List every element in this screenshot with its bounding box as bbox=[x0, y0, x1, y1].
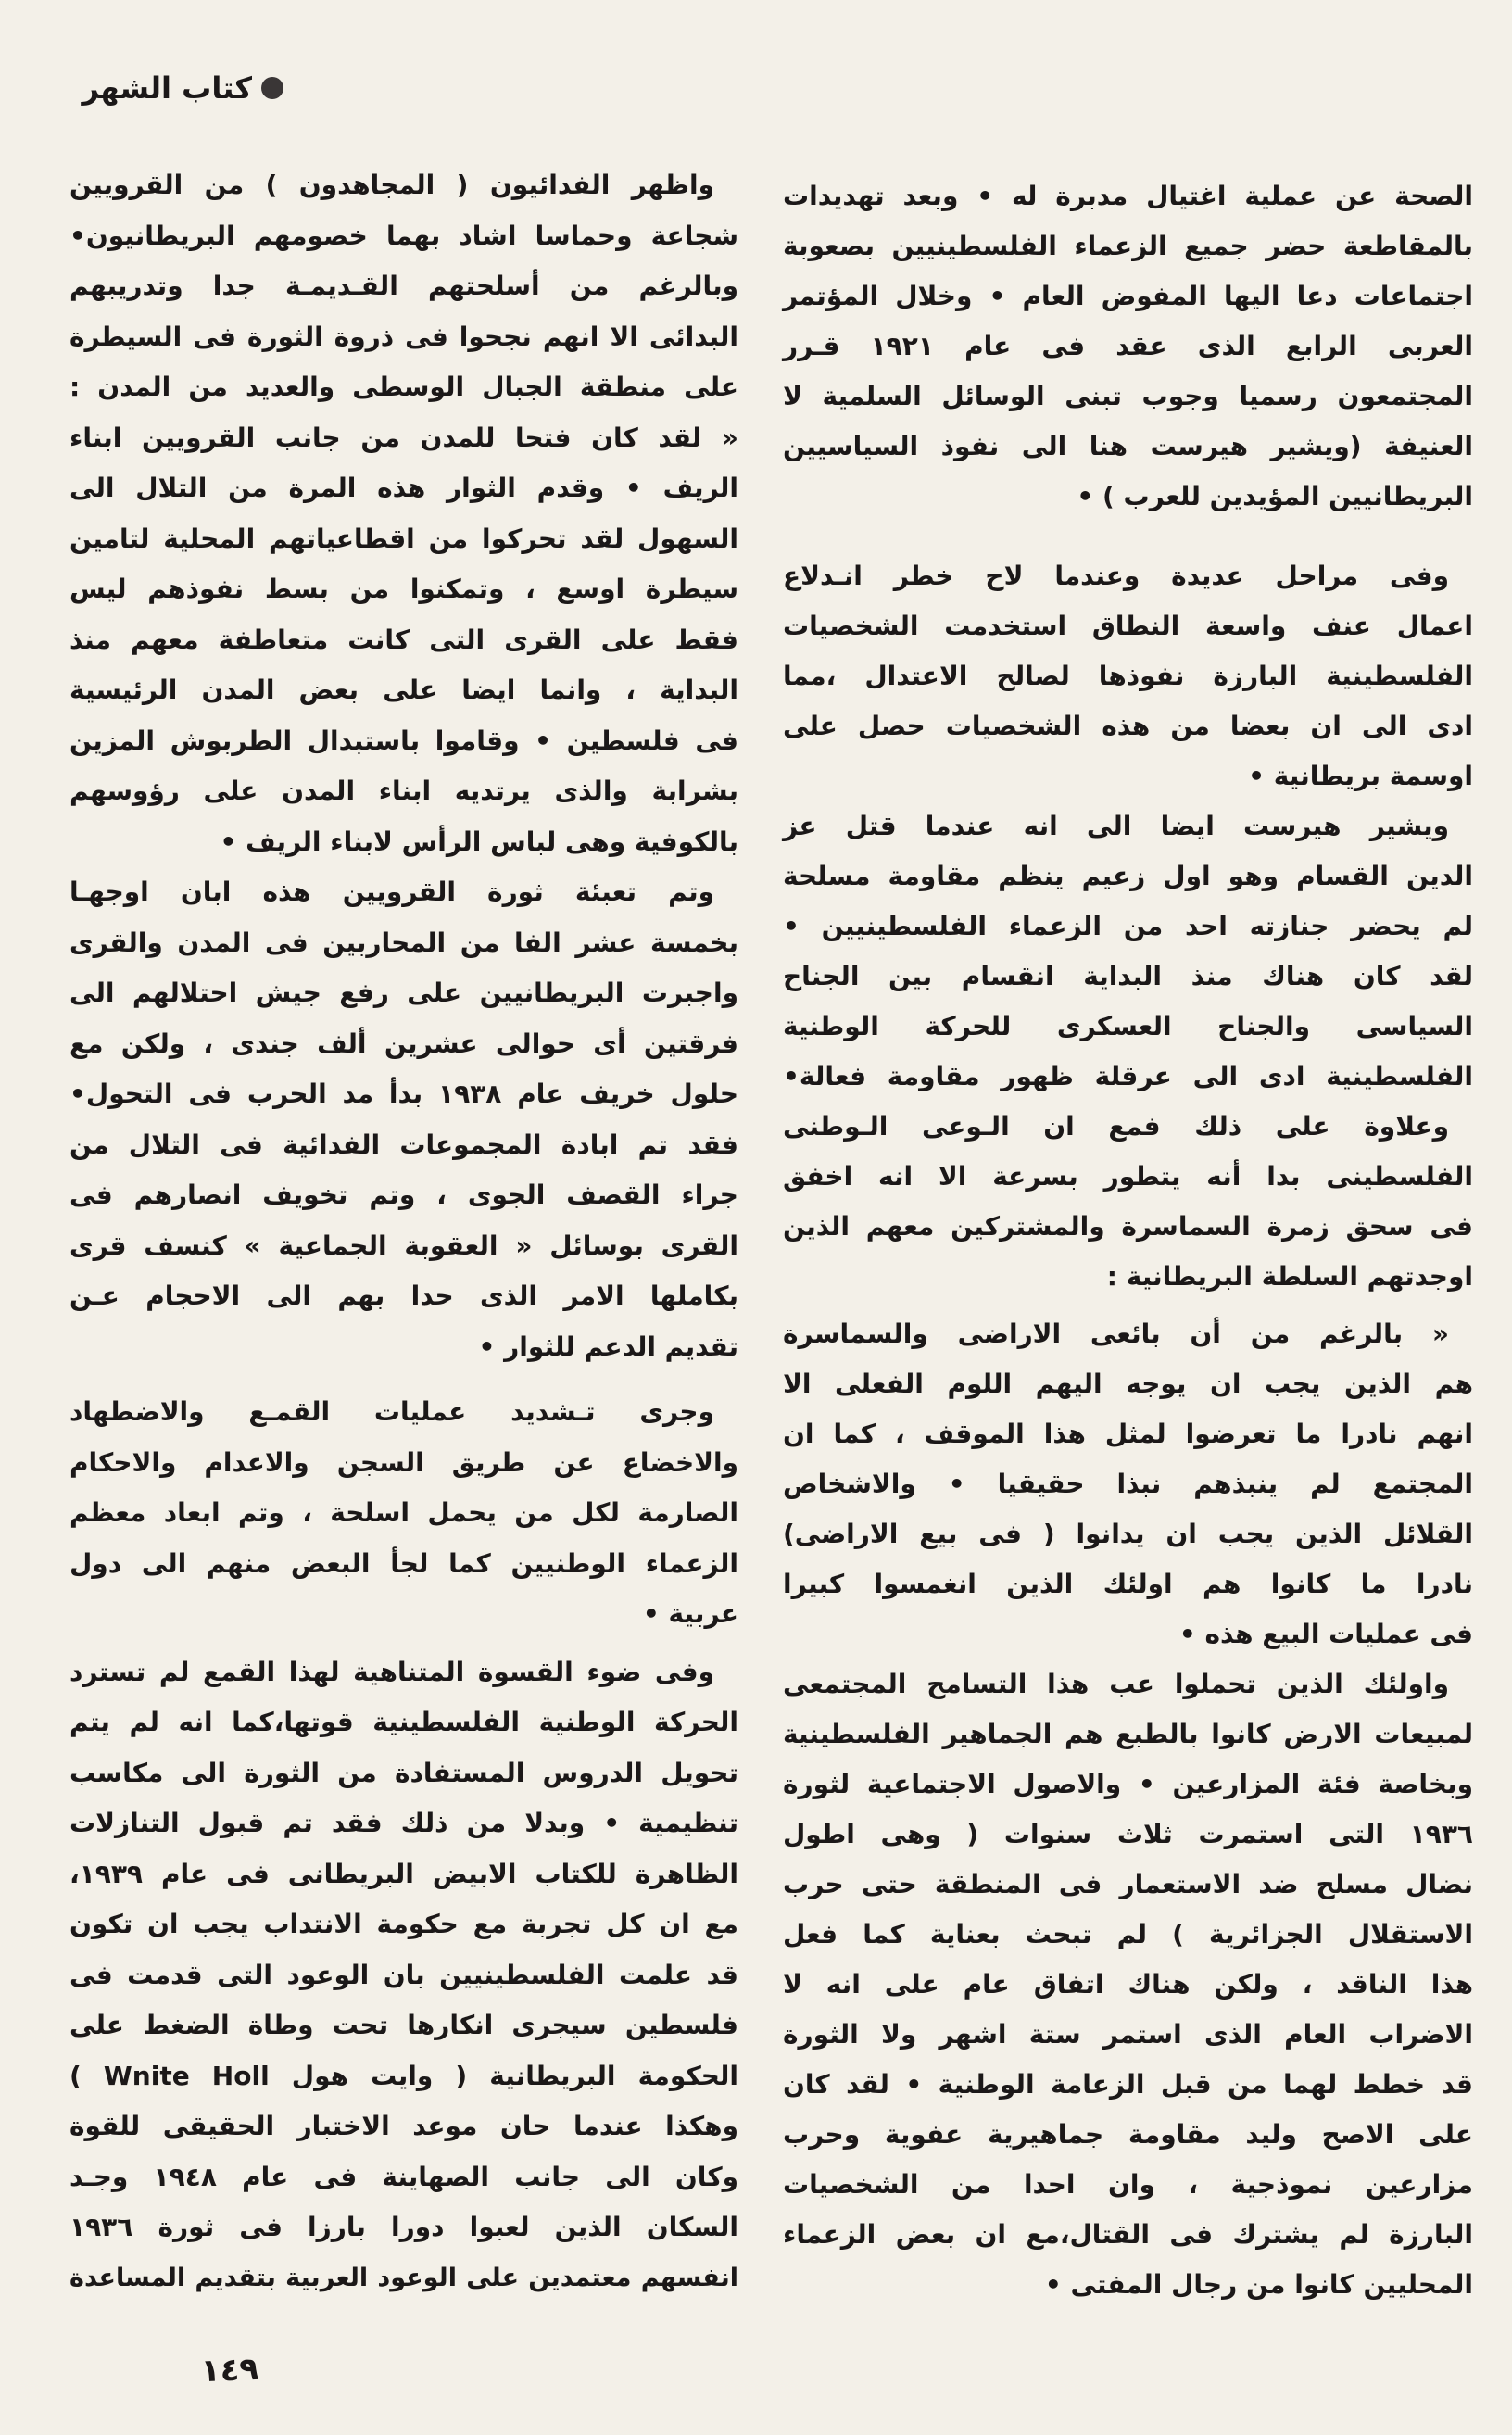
text-column-left bbox=[69, 160, 738, 2303]
text-line: السياسى والجناح العسكرى للحركة الوطنية bbox=[783, 1011, 1473, 1041]
text-line: السهول لقد تحركوا من اقطاعياتهم المحلية لتامين bbox=[69, 523, 738, 554]
text-line: مع ان كل تجربة مع حكومة الانتداب يجب ان تكون bbox=[69, 1909, 738, 1939]
text-line: البريطانيين المؤيدين للعرب ) • bbox=[1077, 481, 1473, 511]
text-line: فقط على القرى التى كانت متعاطفة معهم منذ bbox=[69, 624, 738, 655]
text-line: تنظيمية • وبدلا من ذلك فقد تم قبول التنازلات bbox=[69, 1808, 738, 1838]
text-line: انهم نادرا ما تعرضوا لمثل هذا الموقف ، كما ان bbox=[783, 1419, 1473, 1449]
text-line: فى عمليات البيع هذه • bbox=[1178, 1619, 1473, 1649]
text-line: وكان الى جانب الصهاينة فى عام ١٩٤٨ وجـد bbox=[69, 2161, 739, 2192]
text-line: اجتماعات دعا اليها المفوض العام • وخلال المؤتمر bbox=[783, 281, 1473, 311]
paragraph bbox=[783, 551, 1473, 801]
text-line: وفى ضوء القسوة المتناهية لهذا القمع لم تسترد bbox=[69, 1656, 714, 1687]
paragraph bbox=[69, 867, 738, 1372]
text-line: قد علمت الفلسطينيين بان الوعود التى قدمت فى bbox=[69, 1959, 738, 1990]
text-line: بكاملها الامر الذى حدا بهم الى الاحجام عـن bbox=[69, 1281, 738, 1311]
text-line: الحكومة البريطانية ( وايت هول Wnite Holl ) bbox=[69, 2060, 739, 2091]
text-line: والاخضاع عن طريق السجن والاعدام والاحكام bbox=[69, 1446, 738, 1478]
paragraph bbox=[69, 1387, 738, 1640]
text-line: المجتمع لم ينبذهم نبذا حقيقيا • والاشخاص bbox=[783, 1469, 1473, 1499]
text-line: فلسطين سيجرى انكارها تحت وطاة الضغط على bbox=[69, 2010, 738, 2040]
text-line: نضال مسلح ضد الاستعمار فى المنطقة حتى حرب bbox=[783, 1869, 1473, 1899]
text-line: وبخاصة فئة المزارعين • والاصول الاجتماعية لثورة bbox=[783, 1769, 1473, 1799]
text-line: لقد كان هناك منذ البداية انقسام بين الجناح bbox=[783, 961, 1473, 991]
text-line: وتم تعبئة ثورة القرويين هذه ابان اوجهـا bbox=[69, 877, 714, 907]
text-line: وبالرغم من أسلحتهم القـديمـة جدا وتدريبهم bbox=[69, 271, 738, 301]
text-line: الاستقلال الجزائرية ) لم تبحث بعناية كما فعل bbox=[783, 1919, 1473, 1949]
text-line: البارزة لم يشترك فى القتال،مع ان بعض الزعماء bbox=[783, 2219, 1473, 2250]
text-line: هذا الناقد ، ولكن هناك اتفاق عام على انه لا bbox=[783, 1969, 1473, 2000]
text-line: ١٩٣٦ التى استمرت ثلاث سنوات ( وهى اطول bbox=[783, 1819, 1473, 1849]
paragraph bbox=[783, 1102, 1473, 1302]
text-line: قد خطط لهما من قبل الزعامة الوطنية • لقد كان bbox=[783, 2069, 1473, 2100]
text-line: الاضراب العام الذى استمر ستة اشهر ولا الثورة bbox=[783, 2019, 1473, 2050]
text-line: الدين القسام وهو اول زعيم ينظم مقاومة مسلحة bbox=[783, 861, 1473, 891]
text-line: العربى الرابع الذى عقد فى عام ١٩٢١ قـرر bbox=[783, 331, 1473, 361]
text-line: اوجدتهم السلطة البريطانية : bbox=[1106, 1261, 1473, 1292]
text-line: الفلسطينى بدا أنه يتطور بسرعة الا انه اخفق bbox=[783, 1161, 1473, 1192]
text-line: اعمال عنف واسعة النطاق استخدمت الشخصيات bbox=[783, 611, 1473, 641]
text-line: « بالرغم من أن بائعى الاراضى والسماسرة bbox=[783, 1318, 1449, 1349]
text-line: عربية • bbox=[642, 1598, 738, 1629]
text-line: سيطرة اوسع ، وتمكنوا من بسط نفوذهم ليس bbox=[69, 574, 738, 604]
paragraph bbox=[783, 801, 1473, 1102]
text-line: البداية ، وانما ايضا على بعض المدن الرئيسية bbox=[69, 675, 738, 705]
text-line: حلول خريف عام ١٩٣٨ بدأ مد الحرب فى التحول• bbox=[69, 1079, 738, 1109]
text-line: العنيفة (ويشير هيرست هنا الى نفوذ السياسيين bbox=[783, 431, 1473, 461]
text-line: شجاعة وحماسا اشاد بهما خصومهم البريطانيون• bbox=[69, 220, 738, 251]
page-number: ١٤٩ bbox=[200, 2350, 259, 2391]
text-line: فرقتين أى حوالى عشرين ألف جندى ، ولكن مع bbox=[69, 1028, 738, 1059]
text-line: بخمسة عشر الفا من المحاربين فى المدن والقرى bbox=[69, 927, 738, 958]
quote-paragraph bbox=[69, 413, 738, 868]
text-line: بالمقاطعة حضر جميع الزعماء الفلسطينيين بصعوبة bbox=[783, 231, 1473, 261]
text-line: وجرى تـشديد عمليات القمـع والاضطهاد bbox=[69, 1396, 714, 1427]
text-line: تقديم الدعم للثوار • bbox=[478, 1331, 738, 1362]
text-line: واجبرت البريطانيين على رفع جيش احتلالهم الى bbox=[69, 978, 738, 1008]
text-line: وهكذا عندما حان موعد الاختبار الحقيقى للقوة bbox=[69, 2111, 738, 2141]
text-line: ويشير هيرست ايضا الى انه عندما قتل عز bbox=[783, 811, 1449, 841]
text-line: فى فلسطين • وقاموا باستبدال الطربوش المزين bbox=[69, 725, 738, 756]
text-line: الفلسطينية ادى الى عرقلة ظهور مقاومة فعالة• bbox=[783, 1061, 1473, 1091]
text-line: الريف • وقدم الثوار هذه المرة من التلال الى bbox=[69, 473, 738, 503]
text-line: المجتمعون رسميا وجوب تبنى الوسائل السلمية لا bbox=[783, 381, 1473, 411]
text-line: وعلاوة على ذلك فمع ان الـوعى الـوطنى bbox=[783, 1111, 1449, 1142]
text-line: لم يحضر جنازته احد من الزعماء الفلسطينيين • bbox=[783, 911, 1473, 941]
filled-circle-icon bbox=[261, 77, 284, 99]
text-line: انفسهم معتمدين على الوعود العربية بتقديم المساعدة bbox=[69, 2263, 738, 2292]
text-line: الظاهرة للكتاب الابيض البريطانى فى عام ١٩٣٩، bbox=[69, 1858, 738, 1889]
text-line: الصارمة لكل من يحمل اسلحة ، وتم ابعاد معظم bbox=[69, 1497, 738, 1528]
text-line: على الاصح وليد مقاومة جماهيرية عفوية وحرب bbox=[783, 2119, 1473, 2150]
text-line: وفى مراحل عديدة وعندما لاح خطر انـدلاع bbox=[783, 561, 1449, 591]
text-line: ادى الى ان بعضا من هذه الشخصيات حصل على bbox=[783, 711, 1473, 741]
paragraph bbox=[783, 171, 1473, 522]
text-line: القلائل الذين يجب ان يدانوا ( فى بيع الاراضى) bbox=[783, 1519, 1473, 1549]
text-line: الزعماء الوطنيين كما لجأ البعض منهم الى دول bbox=[69, 1547, 738, 1579]
text-line: البدائى الا انهم نجحوا فى ذروة الثورة فى السيطرة bbox=[69, 321, 738, 352]
text-line: واولئك الذين تحملوا عب هذا التسامح المجتمعى bbox=[783, 1669, 1449, 1699]
quote-paragraph bbox=[783, 1309, 1473, 1659]
text-line: اوسمة بريطانية • bbox=[1248, 761, 1473, 791]
section-title: كتاب الشهر bbox=[82, 70, 252, 106]
text-line: جراء القصف الجوى ، وتم تخويف انصارهم فى bbox=[69, 1180, 738, 1210]
running-header bbox=[41, 67, 284, 109]
text-line: القرى بوسائل « العقوبة الجماعية » كنسف قرى bbox=[69, 1230, 738, 1261]
text-line: « لقد كان فتحا للمدن من جانب القرويين ابناء bbox=[69, 422, 738, 453]
text-line: لمبيعات الارض كانوا بالطبع هم الجماهير الفلسطينية bbox=[783, 1719, 1473, 1749]
text-line: الفلسطينية البارزة نفوذها لصالح الاعتدال ،مما bbox=[783, 661, 1473, 691]
text-line: واظهر الفدائيون ( المجاهدون ) من القرويين bbox=[69, 170, 714, 200]
text-line: بالكوفية وهى لباس الرأس لابناء الريف • bbox=[220, 826, 738, 857]
text-line: السكان الذين لعبوا دورا بارزا فى ثورة ١٩٣٦ bbox=[69, 2212, 738, 2242]
paragraph bbox=[69, 160, 738, 413]
text-line: تحويل الدروس المستفادة من الثورة الى مكاسب bbox=[69, 1757, 738, 1788]
text-line: الحركة الوطنية الفلسطينية قوتها،كما انه لم يتم bbox=[69, 1707, 738, 1737]
text-line: هم الذين يجب ان يوجه اليهم اللوم الفعلى الا bbox=[783, 1369, 1473, 1399]
text-column-right bbox=[783, 171, 1473, 2310]
text-line: بشرابة والذى يرتديه ابناء المدن على رؤوسهم bbox=[69, 776, 738, 806]
text-line: الصحة عن عملية اغتيال مدبرة له • وبعد تهديدات bbox=[783, 181, 1473, 211]
text-line: على منطقة الجبال الوسطى والعديد من المدن : bbox=[69, 372, 738, 402]
text-line: المحليين كانوا من رجال المفتى • bbox=[1044, 2269, 1473, 2300]
paragraph bbox=[69, 1647, 738, 2304]
text-line: نادرا ما كانوا هم اولئك الذين انغمسوا كبيرا bbox=[783, 1569, 1473, 1599]
text-line: فى سحق زمرة السماسرة والمشتركين معهم الذين bbox=[783, 1211, 1473, 1242]
paragraph bbox=[783, 1659, 1473, 2310]
text-line: فقد تم ابادة المجموعات الفدائية فى التلال من bbox=[69, 1129, 738, 1160]
text-line: مزارعين نموذجية ، وان احدا من الشخصيات bbox=[783, 2169, 1473, 2200]
